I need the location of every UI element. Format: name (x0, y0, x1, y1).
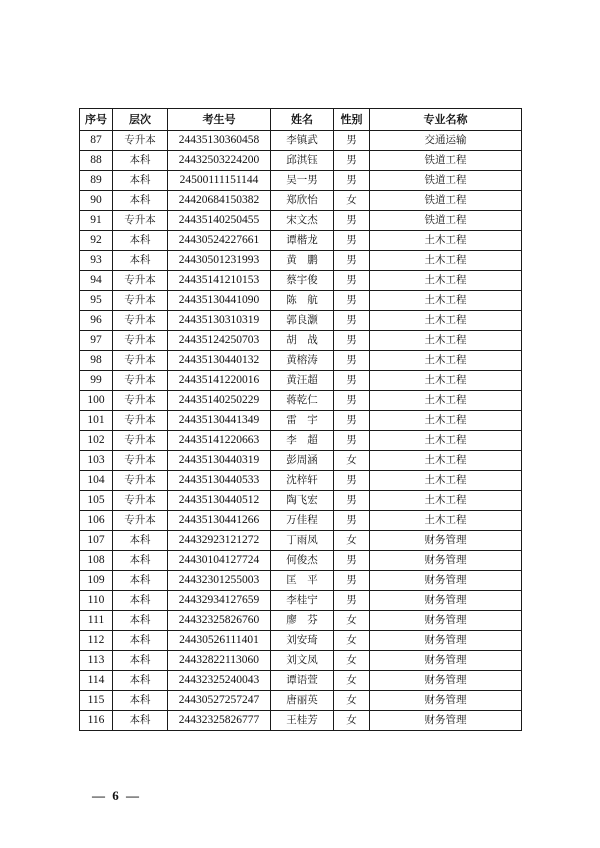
cell-level: 专升本 (113, 391, 168, 411)
cell-seq: 99 (80, 371, 113, 391)
table-row (80, 311, 522, 331)
cell-level: 专升本 (113, 271, 168, 291)
cell-exam-no: 24435130360458 (168, 131, 271, 151)
cell-name: 唐丽英 (271, 691, 334, 711)
cell-exam-no: 24432325826760 (168, 611, 271, 631)
cell-major: 铁道工程 (370, 191, 522, 211)
cell-name: 黄榕涛 (271, 351, 334, 371)
cell-level: 专升本 (113, 471, 168, 491)
cell-gender: 男 (334, 411, 370, 431)
cell-exam-no: 24435130441090 (168, 291, 271, 311)
header-name: 姓名 (271, 109, 334, 131)
cell-gender: 男 (334, 331, 370, 351)
cell-level: 本科 (113, 711, 168, 731)
cell-name: 吴一男 (271, 171, 334, 191)
cell-exam-no: 24435130440319 (168, 451, 271, 471)
cell-exam-no: 24435130440132 (168, 351, 271, 371)
table-row (80, 651, 522, 671)
cell-name: 谭语萱 (271, 671, 334, 691)
cell-major: 土木工程 (370, 371, 522, 391)
cell-gender: 男 (334, 311, 370, 331)
cell-major: 土木工程 (370, 451, 522, 471)
cell-seq: 103 (80, 451, 113, 471)
cell-exam-no: 24435130441349 (168, 411, 271, 431)
cell-exam-no: 24430524227661 (168, 231, 271, 251)
cell-exam-no: 24435130440512 (168, 491, 271, 511)
cell-gender: 女 (334, 451, 370, 471)
cell-major: 土木工程 (370, 391, 522, 411)
cell-gender: 女 (334, 191, 370, 211)
cell-seq: 110 (80, 591, 113, 611)
cell-level: 本科 (113, 231, 168, 251)
cell-exam-no: 24432325826777 (168, 711, 271, 731)
cell-level: 专升本 (113, 491, 168, 511)
cell-name: 沈梓轩 (271, 471, 334, 491)
cell-seq: 111 (80, 611, 113, 631)
table-row (80, 131, 522, 151)
cell-level: 本科 (113, 671, 168, 691)
table-row (80, 191, 522, 211)
cell-seq: 104 (80, 471, 113, 491)
cell-name: 黄汪超 (271, 371, 334, 391)
cell-exam-no: 24432934127659 (168, 591, 271, 611)
cell-seq: 114 (80, 671, 113, 691)
cell-gender: 男 (334, 171, 370, 191)
cell-name: 陈 航 (271, 291, 334, 311)
student-roster-table (79, 108, 522, 731)
cell-major: 土木工程 (370, 491, 522, 511)
cell-major: 财务管理 (370, 691, 522, 711)
cell-name: 郑欣怡 (271, 191, 334, 211)
page-number: — 6 — (92, 788, 141, 803)
cell-major: 土木工程 (370, 231, 522, 251)
table-row (80, 611, 522, 631)
cell-gender: 男 (334, 351, 370, 371)
table-row (80, 551, 522, 571)
cell-name: 雷 宇 (271, 411, 334, 431)
cell-seq: 90 (80, 191, 113, 211)
cell-level: 本科 (113, 171, 168, 191)
cell-gender: 男 (334, 211, 370, 231)
cell-seq: 107 (80, 531, 113, 551)
cell-seq: 105 (80, 491, 113, 511)
cell-exam-no: 24432923121272 (168, 531, 271, 551)
cell-gender: 男 (334, 471, 370, 491)
cell-gender: 女 (334, 531, 370, 551)
cell-level: 本科 (113, 191, 168, 211)
cell-level: 专升本 (113, 291, 168, 311)
cell-seq: 115 (80, 691, 113, 711)
cell-name: 陶飞宏 (271, 491, 334, 511)
cell-exam-no: 24435130440533 (168, 471, 271, 491)
header-gender: 性别 (334, 109, 370, 131)
cell-name: 黄 鹏 (271, 251, 334, 271)
cell-exam-no: 24435130441266 (168, 511, 271, 531)
cell-gender: 男 (334, 591, 370, 611)
cell-exam-no: 24500111151144 (168, 171, 271, 191)
cell-gender: 男 (334, 511, 370, 531)
cell-gender: 男 (334, 271, 370, 291)
header-major: 专业名称 (370, 109, 522, 131)
table-row (80, 331, 522, 351)
table-row (80, 631, 522, 651)
cell-level: 专升本 (113, 311, 168, 331)
cell-exam-no: 24430104127724 (168, 551, 271, 571)
cell-level: 专升本 (113, 371, 168, 391)
cell-seq: 88 (80, 151, 113, 171)
cell-major: 土木工程 (370, 331, 522, 351)
cell-exam-no: 24430501231993 (168, 251, 271, 271)
cell-gender: 男 (334, 151, 370, 171)
cell-seq: 101 (80, 411, 113, 431)
cell-major: 土木工程 (370, 411, 522, 431)
cell-seq: 102 (80, 431, 113, 451)
table-body (80, 131, 522, 731)
cell-level: 专升本 (113, 451, 168, 471)
table-row (80, 291, 522, 311)
cell-gender: 男 (334, 291, 370, 311)
cell-level: 专升本 (113, 431, 168, 451)
cell-exam-no: 24432301255003 (168, 571, 271, 591)
cell-name: 何俊杰 (271, 551, 334, 571)
cell-gender: 男 (334, 251, 370, 271)
cell-major: 铁道工程 (370, 171, 522, 191)
cell-gender: 女 (334, 651, 370, 671)
cell-level: 专升本 (113, 511, 168, 531)
cell-name: 郭良灏 (271, 311, 334, 331)
cell-name: 宋文杰 (271, 211, 334, 231)
cell-gender: 女 (334, 671, 370, 691)
cell-major: 土木工程 (370, 271, 522, 291)
cell-major: 铁道工程 (370, 151, 522, 171)
cell-seq: 96 (80, 311, 113, 331)
cell-gender: 男 (334, 571, 370, 591)
cell-gender: 女 (334, 711, 370, 731)
cell-level: 本科 (113, 651, 168, 671)
cell-seq: 116 (80, 711, 113, 731)
cell-level: 专升本 (113, 351, 168, 371)
cell-seq: 112 (80, 631, 113, 651)
cell-major: 财务管理 (370, 531, 522, 551)
table-row (80, 411, 522, 431)
cell-major: 财务管理 (370, 571, 522, 591)
cell-gender: 男 (334, 391, 370, 411)
cell-seq: 95 (80, 291, 113, 311)
cell-level: 本科 (113, 611, 168, 631)
cell-level: 本科 (113, 591, 168, 611)
cell-name: 万佳程 (271, 511, 334, 531)
cell-major: 财务管理 (370, 711, 522, 731)
table-row (80, 251, 522, 271)
table-row (80, 711, 522, 731)
cell-level: 本科 (113, 691, 168, 711)
cell-seq: 87 (80, 131, 113, 151)
table-row (80, 391, 522, 411)
cell-gender: 男 (334, 231, 370, 251)
table-row (80, 471, 522, 491)
table-row (80, 511, 522, 531)
cell-major: 土木工程 (370, 471, 522, 491)
cell-seq: 92 (80, 231, 113, 251)
cell-major: 财务管理 (370, 631, 522, 651)
cell-name: 蔡宇俊 (271, 271, 334, 291)
cell-gender: 男 (334, 371, 370, 391)
cell-gender: 男 (334, 491, 370, 511)
table-row (80, 431, 522, 451)
table-row (80, 591, 522, 611)
cell-gender: 男 (334, 431, 370, 451)
cell-major: 土木工程 (370, 511, 522, 531)
cell-name: 李 超 (271, 431, 334, 451)
cell-exam-no: 24435124250703 (168, 331, 271, 351)
cell-name: 廖 芬 (271, 611, 334, 631)
cell-exam-no: 24420684150382 (168, 191, 271, 211)
cell-name: 王桂芳 (271, 711, 334, 731)
cell-seq: 108 (80, 551, 113, 571)
cell-seq: 97 (80, 331, 113, 351)
cell-major: 财务管理 (370, 611, 522, 631)
cell-level: 专升本 (113, 331, 168, 351)
cell-exam-no: 24432503224200 (168, 151, 271, 171)
table-row (80, 231, 522, 251)
cell-major: 财务管理 (370, 591, 522, 611)
cell-major: 铁道工程 (370, 211, 522, 231)
cell-name: 胡 战 (271, 331, 334, 351)
cell-major: 土木工程 (370, 311, 522, 331)
cell-seq: 94 (80, 271, 113, 291)
cell-level: 专升本 (113, 211, 168, 231)
cell-seq: 113 (80, 651, 113, 671)
cell-level: 本科 (113, 631, 168, 651)
cell-level: 专升本 (113, 131, 168, 151)
table-row (80, 451, 522, 471)
cell-seq: 89 (80, 171, 113, 191)
header-seq: 序号 (80, 109, 113, 131)
cell-exam-no: 24435141210153 (168, 271, 271, 291)
cell-major: 土木工程 (370, 351, 522, 371)
cell-seq: 91 (80, 211, 113, 231)
cell-level: 本科 (113, 251, 168, 271)
table-row (80, 691, 522, 711)
cell-major: 财务管理 (370, 671, 522, 691)
cell-name: 彭周涵 (271, 451, 334, 471)
cell-gender: 男 (334, 131, 370, 151)
cell-exam-no: 24435140250455 (168, 211, 271, 231)
cell-level: 本科 (113, 531, 168, 551)
cell-major: 土木工程 (370, 291, 522, 311)
cell-level: 本科 (113, 551, 168, 571)
table-row (80, 171, 522, 191)
cell-exam-no: 24432325240043 (168, 671, 271, 691)
table-row (80, 491, 522, 511)
cell-name: 李桂宁 (271, 591, 334, 611)
cell-gender: 女 (334, 691, 370, 711)
table-row (80, 271, 522, 291)
cell-exam-no: 24430526111401 (168, 631, 271, 651)
cell-major: 交通运输 (370, 131, 522, 151)
cell-exam-no: 24435140250229 (168, 391, 271, 411)
cell-name: 刘文凤 (271, 651, 334, 671)
table-row (80, 211, 522, 231)
cell-exam-no: 24432822113060 (168, 651, 271, 671)
table-row (80, 351, 522, 371)
cell-exam-no: 24435141220663 (168, 431, 271, 451)
cell-major: 财务管理 (370, 551, 522, 571)
cell-gender: 男 (334, 551, 370, 571)
cell-name: 丁雨凤 (271, 531, 334, 551)
cell-major: 土木工程 (370, 431, 522, 451)
table-row (80, 531, 522, 551)
cell-name: 蒋乾仁 (271, 391, 334, 411)
cell-name: 李镇武 (271, 131, 334, 151)
cell-gender: 女 (334, 631, 370, 651)
cell-gender: 女 (334, 611, 370, 631)
table-header-row (80, 109, 522, 131)
cell-name: 匡 平 (271, 571, 334, 591)
cell-seq: 98 (80, 351, 113, 371)
cell-major: 土木工程 (370, 251, 522, 271)
cell-name: 刘安琦 (271, 631, 334, 651)
cell-name: 谭楷龙 (271, 231, 334, 251)
cell-seq: 93 (80, 251, 113, 271)
cell-level: 本科 (113, 151, 168, 171)
header-level: 层次 (113, 109, 168, 131)
cell-seq: 106 (80, 511, 113, 531)
cell-exam-no: 24435130310319 (168, 311, 271, 331)
cell-major: 财务管理 (370, 651, 522, 671)
cell-seq: 109 (80, 571, 113, 591)
table-row (80, 371, 522, 391)
cell-level: 本科 (113, 571, 168, 591)
cell-exam-no: 24430527257247 (168, 691, 271, 711)
cell-exam-no: 24435141220016 (168, 371, 271, 391)
table-row (80, 571, 522, 591)
table-row (80, 671, 522, 691)
cell-seq: 100 (80, 391, 113, 411)
cell-name: 邱淇钰 (271, 151, 334, 171)
cell-level: 专升本 (113, 411, 168, 431)
table-row (80, 151, 522, 171)
header-exam-no: 考生号 (168, 109, 271, 131)
